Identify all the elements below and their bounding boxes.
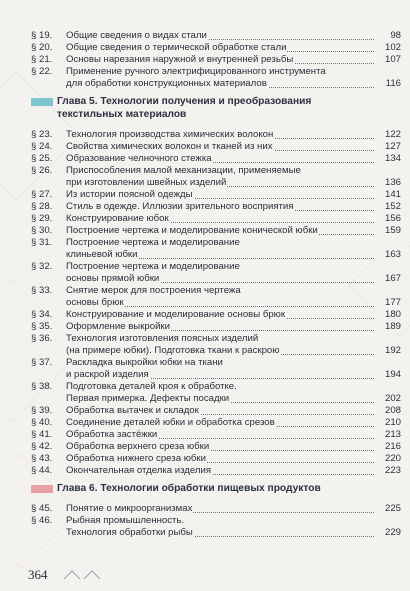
section-title: основы прямой юбки [66,273,160,284]
section-title: Раскладка выкройки юбки на ткани [66,357,223,368]
toc-entry [0,225,410,237]
section-title: Конструирование и моделирование основы брюк [66,309,286,320]
section-title: Окончательная отделка изделия [66,465,212,476]
section-number: § 19. [31,30,53,41]
toc-line [0,527,410,539]
toc-entry [0,261,410,285]
section-title: Обработка верхнего среза юбки [66,441,210,452]
toc-entry [0,153,410,165]
page-reference: 98 [375,30,401,42]
toc-entry [0,429,410,441]
toc-line [0,54,410,66]
toc-line [0,249,410,261]
page-reference: 167 [375,273,401,285]
section-title: Понятие о микроорганизмах [66,503,193,514]
section-number: § 37. [31,357,53,368]
toc-line [0,333,410,345]
toc-entry [0,321,410,333]
section-title: клиньевой юбки [66,249,138,260]
section-title: основы брюк [66,297,124,308]
toc-entry [0,189,410,201]
section-title: для обработки конструкционных материалов [66,78,267,89]
toc-entry [0,333,410,357]
toc-entry [0,141,410,153]
toc-line [0,189,410,201]
section-title: Технология обработки рыбы [66,527,193,538]
section-number: § 24. [31,141,53,152]
section-title: Первая примерка. Дефекты посадки [66,393,230,404]
toc-entry [0,453,410,465]
section-title: Технология изготовления поясных изделий [66,333,259,344]
section-title: Основы нарезания наружной и внутренней резьбы [66,54,294,65]
section-title: Соединение деталей юбки и обработка срезов [66,417,275,428]
toc-line [0,66,410,78]
toc-line [0,393,410,405]
toc-line [0,213,410,225]
page-reference: 107 [375,54,401,66]
page-number: 364 [28,567,48,582]
page-reference: 213 [375,429,401,441]
toc-line [0,405,410,417]
section-title: Стиль в одежде. Иллюзии зрительного восприятия [66,201,294,212]
section-title: Свойства химических волокон и тканей из них [66,141,273,152]
section-title: Рыбная промышленность. [66,515,185,526]
toc-line [0,465,410,477]
toc-entry [0,66,410,90]
section-number: § 42. [31,441,53,452]
section-title: Общие сведения о видах стали [66,30,207,41]
toc-line [0,141,410,153]
page-reference: 159 [375,225,401,237]
toc-entry [0,405,410,417]
section-number: § 25. [31,153,53,164]
toc-entry [0,417,410,429]
chapter-label: Глава 6. [57,483,98,494]
section-number: § 41. [31,429,53,440]
page-reference: 223 [375,465,401,477]
toc-entry [0,213,410,225]
page-reference: 102 [375,42,401,54]
page-reference: 134 [375,153,401,165]
section-number: § 29. [31,213,53,224]
section-title: Обработка застёжки [66,429,158,440]
toc-line [0,42,410,54]
chapter-title-line: Технологии обработки пищевых продуктов [100,483,321,494]
toc-line [0,309,410,321]
toc-group [0,129,410,477]
chapter-title-line: Технологии получения и преобразования [100,96,312,107]
section-number: § 45. [31,503,53,514]
toc-line [0,503,410,515]
section-title: Построение чертежа и моделирование [66,237,240,248]
toc-line [0,515,410,527]
page-reference: 127 [375,141,401,153]
toc-entry [0,42,410,54]
section-title: Оформление выкройки [66,321,170,332]
toc-entry [0,129,410,141]
toc-line [0,225,410,237]
toc-line [0,369,410,381]
toc-line [0,201,410,213]
chapter-title [57,95,311,121]
page-reference: 163 [375,249,401,261]
section-title: Образование челночного стежка [66,153,212,164]
section-title: (на примере юбки). Подготовка ткани к раскрою [66,345,280,356]
page-footer [0,559,410,591]
section-title: при изготовлении швейных изделий [66,177,227,188]
section-number: § 46. [31,515,53,526]
section-title: Конструирование юбок [66,213,169,224]
toc-entry [0,30,410,42]
toc-line [0,30,410,42]
section-number: § 35. [31,321,53,332]
section-number: § 20. [31,42,53,53]
section-number: § 31. [31,237,53,248]
toc-entry [0,285,410,309]
toc-line [0,429,410,441]
section-number: § 23. [31,129,53,140]
page-reference: 116 [375,78,401,90]
page-reference: 220 [375,453,401,465]
chapter-accent-bar [31,98,53,106]
page-reference: 177 [375,297,401,309]
toc-line [0,381,410,393]
toc-line [0,165,410,177]
section-number: § 22. [31,66,53,77]
toc-line [0,261,410,273]
toc-line [0,453,410,465]
section-number: § 28. [31,201,53,212]
section-title: Применение ручного электрифицированного инструмента [66,66,326,77]
toc-entry [0,441,410,453]
section-number: § 30. [31,225,53,236]
chapter-heading [0,482,410,499]
page-reference: 216 [375,441,401,453]
toc-line [0,417,410,429]
page-reference: 194 [375,369,401,381]
section-title: Обработка нижнего среза юбки [66,453,206,464]
toc-line [0,177,410,189]
page-reference: 189 [375,321,401,333]
toc-line [0,285,410,297]
chapter-title-line: текстильных материалов [57,109,187,120]
page-reference: 229 [375,527,401,539]
toc-entry [0,503,410,515]
section-title: Построение чертежа и моделирование [66,261,240,272]
toc-entry [0,165,410,189]
table-of-contents [0,30,410,539]
chapter-accent-bar [31,485,53,493]
section-number: § 26. [31,165,53,176]
section-title: Обработка вытачек и складок [66,405,199,416]
section-number: § 43. [31,453,53,464]
section-number: § 36. [31,333,53,344]
toc-line [0,357,410,369]
toc-entry [0,309,410,321]
page-reference: 210 [375,417,401,429]
page-reference: 192 [375,345,401,357]
chapter-title [57,482,321,495]
toc-entry [0,465,410,477]
toc-entry [0,515,410,539]
chapter-label: Глава 5. [57,96,98,107]
section-number: § 32. [31,261,53,272]
toc-entry [0,381,410,405]
toc-group [0,30,410,90]
section-title: Построение чертежа и моделирование конической юбки [66,225,318,236]
section-number: § 38. [31,381,53,392]
toc-line [0,345,410,357]
section-number: § 44. [31,465,53,476]
section-number: § 21. [31,54,53,65]
page-reference: 152 [375,201,401,213]
toc-line [0,273,410,285]
section-number: § 27. [31,189,53,200]
section-title: Снятие мерок для построения чертежа [66,285,241,296]
toc-line [0,129,410,141]
toc-line [0,78,410,90]
section-number: § 40. [31,417,53,428]
chapter-heading [0,95,410,125]
footer-chevron-icon [58,567,118,581]
page-reference: 136 [375,177,401,189]
toc-line [0,321,410,333]
section-number: § 33. [31,285,53,296]
page-reference: 202 [375,393,401,405]
toc-entry [0,201,410,213]
section-title: Технология производства химических волокон [66,129,274,140]
toc-group [0,503,410,539]
toc-entry [0,237,410,261]
page-reference: 208 [375,405,401,417]
page-reference: 156 [375,213,401,225]
section-title: Подготовка деталей кроя к обработке. [66,381,237,392]
page-reference: 180 [375,309,401,321]
toc-line [0,297,410,309]
section-title: Общие сведения о термической обработке стали [66,42,287,53]
page-reference: 141 [375,189,401,201]
section-title: и раскрой изделия [66,369,149,380]
toc-line [0,153,410,165]
section-number: § 34. [31,309,53,320]
toc-line [0,237,410,249]
toc-entry [0,54,410,66]
section-title: Приспособления малой механизации, применяемые [66,165,301,176]
toc-line [0,441,410,453]
page-reference: 225 [375,503,401,515]
section-number: § 39. [31,405,53,416]
page-reference: 122 [375,129,401,141]
toc-entry [0,357,410,381]
section-title: Из истории поясной одежды [66,189,193,200]
